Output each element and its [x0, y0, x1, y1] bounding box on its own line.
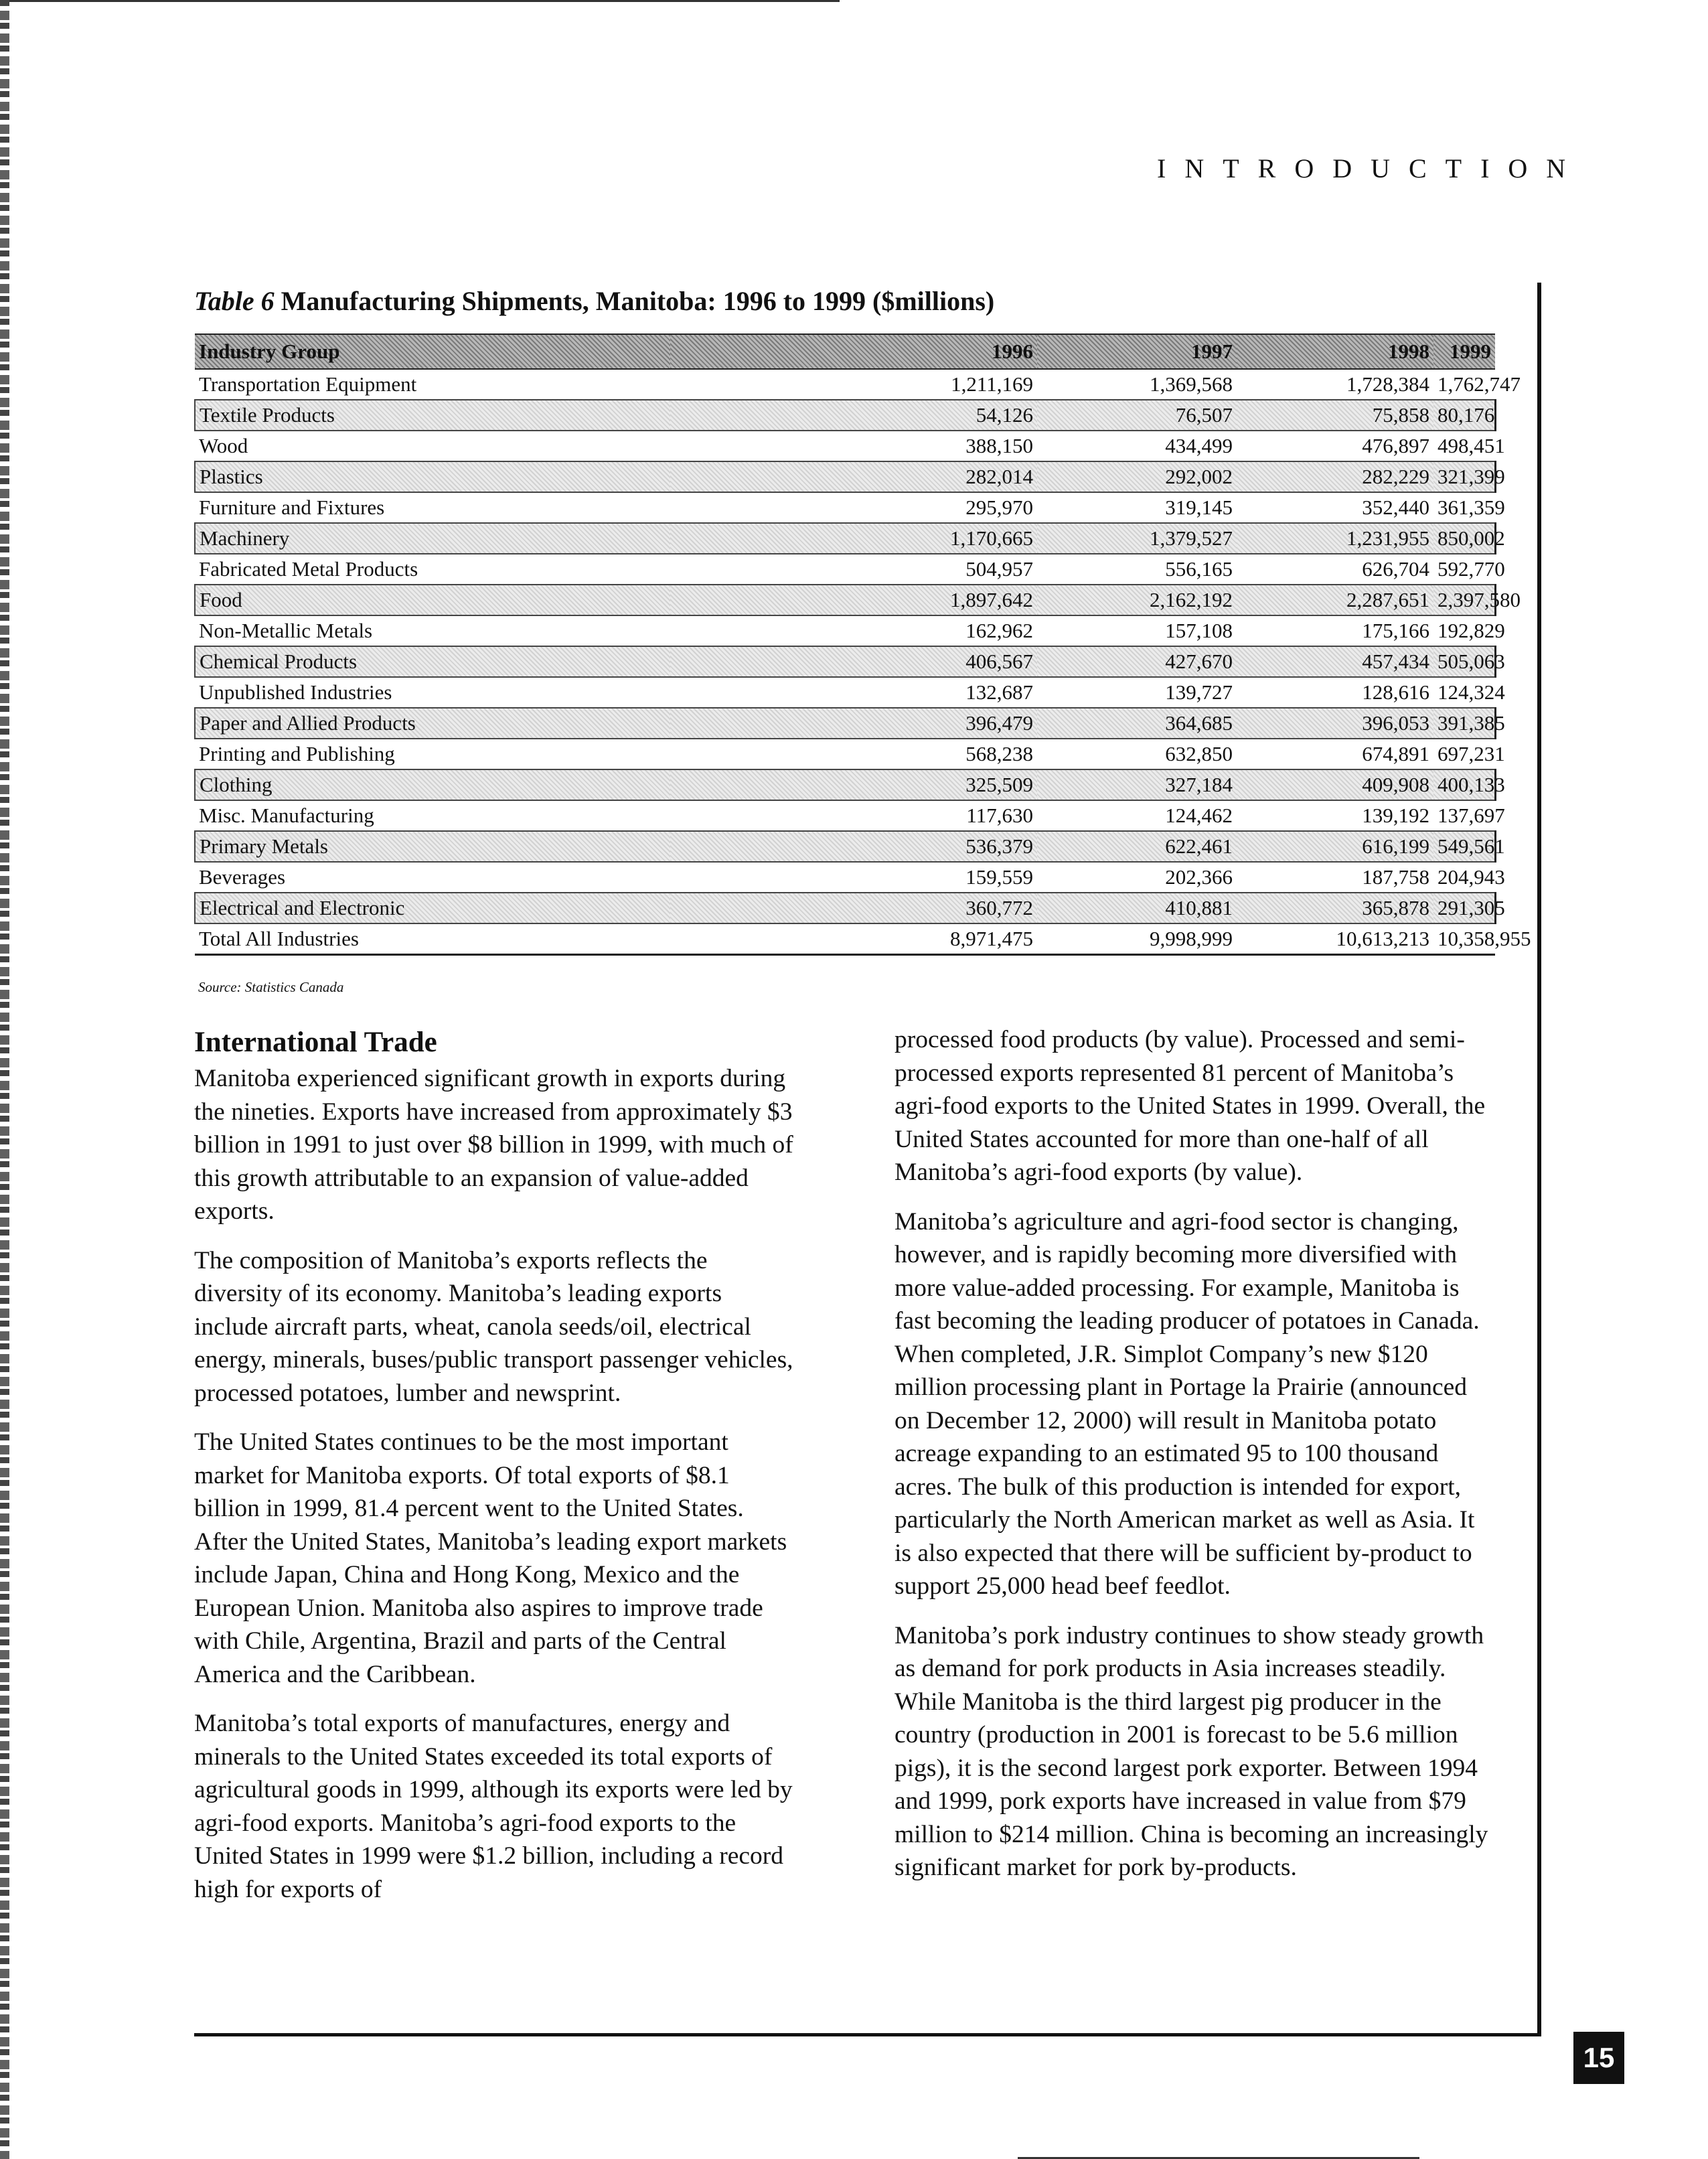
value-cell: 282,014: [670, 461, 1037, 492]
value-cell: 10,613,213: [1237, 923, 1433, 955]
value-cell: 616,199: [1237, 831, 1433, 862]
value-cell: 434,499: [1165, 434, 1233, 457]
value-cell: 124,462: [1165, 804, 1233, 827]
value-cell: 697,231: [1438, 742, 1505, 765]
table-row: [195, 862, 1495, 893]
table-row: [195, 585, 1495, 615]
table-title: [194, 285, 994, 317]
table-row: [195, 400, 1495, 431]
industry-group-cell: Clothing: [195, 769, 670, 800]
table-row: [195, 523, 1495, 554]
value-cell: 54,126: [670, 400, 1037, 431]
value-cell: 505,063: [1433, 646, 1495, 677]
right-paragraphs: [895, 1023, 1497, 1884]
value-cell: 204,943: [1438, 865, 1505, 889]
value-cell: 75,858: [1237, 400, 1433, 431]
value-cell: 8,971,475: [670, 923, 1037, 955]
value-cell: 556,165: [1165, 557, 1233, 581]
industry-group-cell: Furniture and Fixtures: [199, 496, 385, 519]
value-cell: 850,002: [1433, 523, 1495, 554]
value-cell: 674,891: [1362, 742, 1429, 765]
section-heading: International Trade: [194, 1027, 437, 1058]
table-caption: Manufacturing Shipments, Manitoba: 1996 to 1999 ($millions): [281, 286, 995, 316]
body-paragraph: Manitoba’s pork industry continues to show steady growth as demand for pork products in Asia increases steadily. While Manitoba is the third largest pig producer in the country (production in 2001 is forecast to be 5.6 million pigs), it is the second largest pork exporter. Between 1994 and 1999, pork exports have increased in value from $79 million to $214 million. China is becoming an increasingly significant market for pork by-products.: [895, 1621, 1488, 1881]
value-cell: 175,166: [1362, 619, 1429, 642]
industry-group-cell: Non-Metallic Metals: [199, 619, 373, 642]
value-cell: 360,772: [670, 893, 1037, 923]
value-cell: 1,897,642: [670, 585, 1037, 615]
header-cell: 1999: [1433, 334, 1495, 369]
value-cell: 504,957: [965, 557, 1033, 581]
table-row: [195, 554, 1495, 585]
table-row: [195, 677, 1495, 708]
value-cell: 1,762,747: [1438, 372, 1521, 396]
value-cell: 457,434: [1237, 646, 1433, 677]
table-number: Table 6: [194, 286, 275, 316]
header-cell: Industry Group: [195, 334, 670, 369]
value-cell: 549,561: [1433, 831, 1495, 862]
table-row: [195, 739, 1495, 769]
value-cell: 396,053: [1237, 708, 1433, 739]
value-cell: 427,670: [1037, 646, 1237, 677]
value-cell: 410,881: [1037, 893, 1237, 923]
body-paragraph: The United States continues to be the most important market for Manitoba exports. Of total exports of $8.1 billion in 1999, 81.4 percent went to the United States. After the United States, Manitoba’s leading export markets include Japan, China and Hong Kong, Mexico and the European Union. Manitoba also aspires to improve trade with Chile, Argentina, Brazil and parts of the Central America and the Caribbean.: [194, 1428, 787, 1688]
value-cell: 409,908: [1237, 769, 1433, 800]
value-cell: 2,397,580: [1433, 585, 1495, 615]
industry-group-cell: Wood: [199, 434, 248, 457]
header-cell: 1998: [1237, 334, 1433, 369]
value-cell: 159,559: [965, 865, 1033, 889]
value-cell: 139,192: [1362, 804, 1429, 827]
value-cell: 10,358,955: [1433, 923, 1495, 955]
value-cell: 1,211,169: [951, 372, 1033, 396]
table-body: [195, 369, 1531, 955]
value-cell: 361,359: [1438, 496, 1505, 519]
value-cell: 325,509: [670, 769, 1037, 800]
table-row: [195, 769, 1495, 800]
value-cell: 162,962: [965, 619, 1033, 642]
industry-group-cell: Paper and Allied Products: [195, 708, 670, 739]
value-cell: 80,176: [1433, 400, 1495, 431]
table-row: [195, 615, 1495, 646]
value-cell: 132,687: [965, 680, 1033, 704]
right-column: [895, 1023, 1497, 1901]
industry-group-cell: Machinery: [195, 523, 670, 554]
header-cell: 1996: [670, 334, 1037, 369]
scan-edge-top: [9, 0, 840, 2]
running-head: INTRODUCTION: [1157, 153, 1585, 183]
industry-group-cell: Transportation Equipment: [199, 372, 417, 396]
table-row: [195, 893, 1495, 923]
value-cell: 498,451: [1438, 434, 1505, 457]
bottom-rule: [194, 2033, 1541, 2036]
value-cell: 2,287,651: [1237, 585, 1433, 615]
industry-group-cell: Unpublished Industries: [199, 680, 392, 704]
table-header-row: [195, 334, 1495, 369]
body-paragraph: Manitoba experienced significant growth in exports during the nineties. Exports have increased from approximately $3 billion in 1991 to just over $8 billion in 1999, with much of this growth attributable to an expansion of value-added exports.: [194, 1065, 793, 1225]
body-paragraph: The composition of Manitoba’s exports reflects the diversity of its economy. Manitoba’s leading exports include aircraft parts, wheat, canola seeds/oil, electrical energy, minerals, buses/public transport passenger vehicles, processed potatoes, lumber and newsprint.: [194, 1246, 793, 1407]
industry-group-cell: Plastics: [195, 461, 670, 492]
value-cell: 365,878: [1237, 893, 1433, 923]
value-cell: 388,150: [965, 434, 1033, 457]
table-row: [195, 646, 1495, 677]
value-cell: 202,366: [1165, 865, 1233, 889]
table-total-row: [195, 923, 1495, 955]
table-source: Source: Statistics Canada: [198, 979, 344, 995]
industry-group-cell: Primary Metals: [195, 831, 670, 862]
body-paragraph: processed food products (by value). Processed and semi-processed exports represented 81 percent of Manitoba’s agri-food exports to the United States in 1999. Overall, the United States accounted for more than one-half of all Manitoba’s agri-food exports (by value).: [895, 1026, 1486, 1186]
value-cell: 1,170,665: [670, 523, 1037, 554]
value-cell: 400,133: [1433, 769, 1495, 800]
left-column: [194, 1023, 797, 1922]
table-row: [195, 431, 1495, 461]
value-cell: 391,385: [1433, 708, 1495, 739]
industry-group-cell: Beverages: [199, 865, 286, 889]
table-row: [195, 461, 1495, 492]
industry-group-cell: Textile Products: [195, 400, 670, 431]
value-cell: 406,567: [670, 646, 1037, 677]
table-row: [195, 492, 1495, 523]
value-cell: 1,231,955: [1237, 523, 1433, 554]
value-cell: 192,829: [1438, 619, 1505, 642]
value-cell: 568,238: [965, 742, 1033, 765]
industry-group-cell: Total All Industries: [195, 923, 670, 955]
value-cell: 295,970: [965, 496, 1033, 519]
value-cell: 321,399: [1433, 461, 1495, 492]
industry-group-cell: Electrical and Electronic: [195, 893, 670, 923]
table-row: [195, 369, 1495, 400]
value-cell: 319,145: [1165, 496, 1233, 519]
value-cell: 1,379,527: [1037, 523, 1237, 554]
value-cell: 1,369,568: [1150, 372, 1233, 396]
value-cell: 327,184: [1037, 769, 1237, 800]
body-paragraph: Manitoba’s agriculture and agri-food sector is changing, however, and is rapidly becoming more diversified with more value-added processing. For example, Manitoba is fast becoming the leading producer of potatoes in Canada. When completed, J.R. Simplot Company’s new $120 million processing plant in Portage la Prairie (announced on December 12, 2000) will result in Manitoba potato acreage expanding to an estimated 95 to 100 thousand acres. The bulk of this production is intended for export, particularly the North American market as well as Asia. It is also expected that there will be sufficient by-product to support 25,000 head beef feedlot.: [895, 1207, 1480, 1600]
value-cell: 282,229: [1237, 461, 1433, 492]
industry-group-cell: Misc. Manufacturing: [199, 804, 374, 827]
value-cell: 124,324: [1438, 680, 1505, 704]
value-cell: 536,379: [670, 831, 1037, 862]
right-margin-rule: [1537, 283, 1541, 2036]
value-cell: 117,630: [966, 804, 1033, 827]
value-cell: 128,616: [1362, 680, 1429, 704]
value-cell: 622,461: [1037, 831, 1237, 862]
scan-edge-left: [0, 0, 9, 2159]
table-row: [195, 708, 1495, 739]
body-paragraph: Manitoba’s total exports of manufactures, energy and minerals to the United States exceeded its total exports of agricultural goods in 1999, although its exports were led by agri-food exports. Manitoba’s agri-food exports to the United States in 1999 were $1.2 billion, including a record high for exports of: [194, 1710, 793, 1903]
left-paragraphs: [194, 1062, 797, 1906]
value-cell: 364,685: [1037, 708, 1237, 739]
page-number: 15: [1573, 2032, 1624, 2084]
value-cell: 9,998,999: [1037, 923, 1237, 955]
value-cell: 396,479: [670, 708, 1037, 739]
value-cell: 139,727: [1165, 680, 1233, 704]
value-cell: 2,162,192: [1037, 585, 1237, 615]
value-cell: 291,305: [1433, 893, 1495, 923]
industry-group-cell: Printing and Publishing: [199, 742, 395, 765]
header-cell: 1997: [1037, 334, 1237, 369]
shipments-table: [194, 333, 1531, 956]
value-cell: 476,897: [1362, 434, 1429, 457]
industry-group-cell: Chemical Products: [195, 646, 670, 677]
value-cell: 1,728,384: [1346, 372, 1429, 396]
industry-group-cell: Food: [195, 585, 670, 615]
value-cell: 76,507: [1037, 400, 1237, 431]
value-cell: 157,108: [1165, 619, 1233, 642]
table-row: [195, 831, 1495, 862]
table-row: [195, 800, 1495, 831]
value-cell: 187,758: [1362, 865, 1429, 889]
value-cell: 626,704: [1362, 557, 1429, 581]
value-cell: 632,850: [1165, 742, 1233, 765]
value-cell: 137,697: [1438, 804, 1505, 827]
industry-group-cell: Fabricated Metal Products: [199, 557, 418, 581]
value-cell: 592,770: [1438, 557, 1505, 581]
value-cell: 352,440: [1362, 496, 1429, 519]
value-cell: 292,002: [1037, 461, 1237, 492]
